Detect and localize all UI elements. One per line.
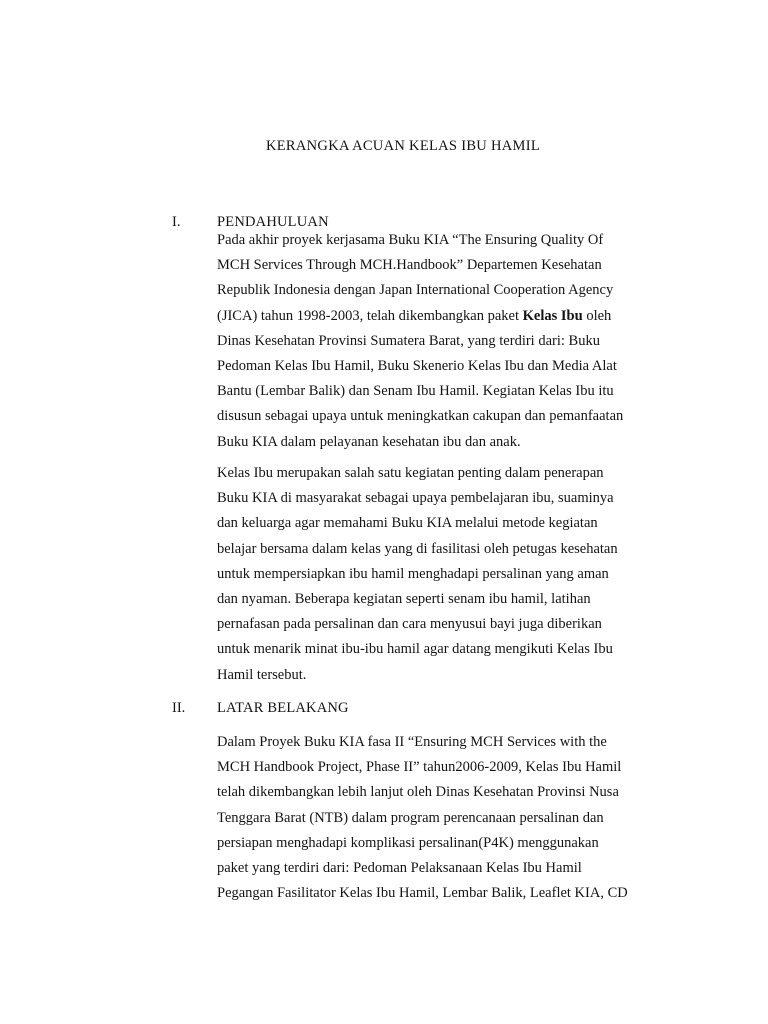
text-line: Pegangan Fasilitator Kelas Ibu Hamil, Lembar Balik, Leaflet KIA, CD: [217, 885, 628, 902]
section-number: II.: [172, 700, 186, 716]
text-line: belajar bersama dalam kelas yang di fasilitasi oleh petugas kesehatan: [217, 540, 618, 557]
text-line: Pada akhir proyek kerjasama Buku KIA “The Ensuring Quality Of: [217, 232, 604, 248]
text-line: Pedoman Kelas Ibu Hamil, Buku Skenerio Kelas Ibu dan Media Alat: [217, 358, 617, 375]
text-line: persiapan menghadapi komplikasi persalinan(P4K) menggunakan: [217, 834, 599, 851]
text-line: Tenggara Barat (NTB) dalam program perencanaan persalinan dan: [217, 809, 604, 826]
paragraph-latar-belakang-1: [217, 730, 662, 906]
text-line: paket yang terdiri dari: Pedoman Pelaksanaan Kelas Ibu Hamil: [217, 860, 582, 877]
text-line: Hamil tersebut.: [217, 666, 307, 683]
section-heading: PENDAHULUAN: [217, 214, 329, 230]
text-line: Dinas Kesehatan Provinsi Sumatera Barat, yang terdiri dari: Buku: [217, 332, 600, 349]
document-title: KERANGKA ACUAN KELAS IBU HAMIL: [265, 138, 541, 154]
text-line: disusun sebagai upaya untuk meningkatkan cakupan dan pemanfaatan: [217, 408, 624, 425]
bold-term: Kelas Ibu: [522, 307, 583, 324]
section-number: I.: [172, 214, 181, 230]
text-line: Kelas Ibu merupakan salah satu kegiatan penting dalam penerapan: [217, 465, 604, 481]
text-segment: oleh: [582, 307, 612, 324]
text-line: telah dikembangkan lebih lanjut oleh Dinas Kesehatan Provinsi Nusa: [217, 784, 619, 801]
text-line: MCH Handbook Project, Phase II” tahun2006-2009, Kelas Ibu Hamil: [217, 759, 622, 776]
paragraph-pendahuluan-1: [217, 228, 662, 455]
text-line: Republik Indonesia dengan Japan International Cooperation Agency: [217, 282, 614, 299]
text-line: MCH Services Through MCH.Handbook” Departemen Kesehatan: [217, 257, 602, 274]
text-line: dan keluarga agar memahami Buku KIA melalui metode kegiatan: [217, 515, 598, 532]
paragraph-pendahuluan-2: [217, 461, 662, 688]
text-segment: (JICA) tahun 1998-2003, telah dikembangkan paket: [217, 307, 520, 324]
section-heading: LATAR BELAKANG: [217, 700, 349, 716]
text-line: Dalam Proyek Buku KIA fasa II “Ensuring MCH Services with the: [217, 734, 607, 750]
text-line: Buku KIA di masyarakat sebagai upaya pembelajaran ibu, suaminya: [217, 490, 614, 507]
text-line: Bantu (Lembar Balik) dan Senam Ibu Hamil. Kegiatan Kelas Ibu itu: [217, 383, 614, 400]
text-line: untuk menarik minat ibu-ibu hamil agar datang mengikuti Kelas Ibu: [217, 641, 613, 658]
text-line: dan nyaman. Beberapa kegiatan seperti senam ibu hamil, latihan: [217, 591, 591, 608]
text-line: Buku KIA dalam pelayanan kesehatan ibu dan anak.: [217, 433, 521, 450]
text-line: pernafasan pada persalinan dan cara menyusui bayi juga diberikan: [217, 616, 602, 633]
text-line: untuk mempersiapkan ibu hamil menghadapi persalinan yang aman: [217, 565, 609, 582]
text-line-with-bold: [217, 304, 662, 329]
